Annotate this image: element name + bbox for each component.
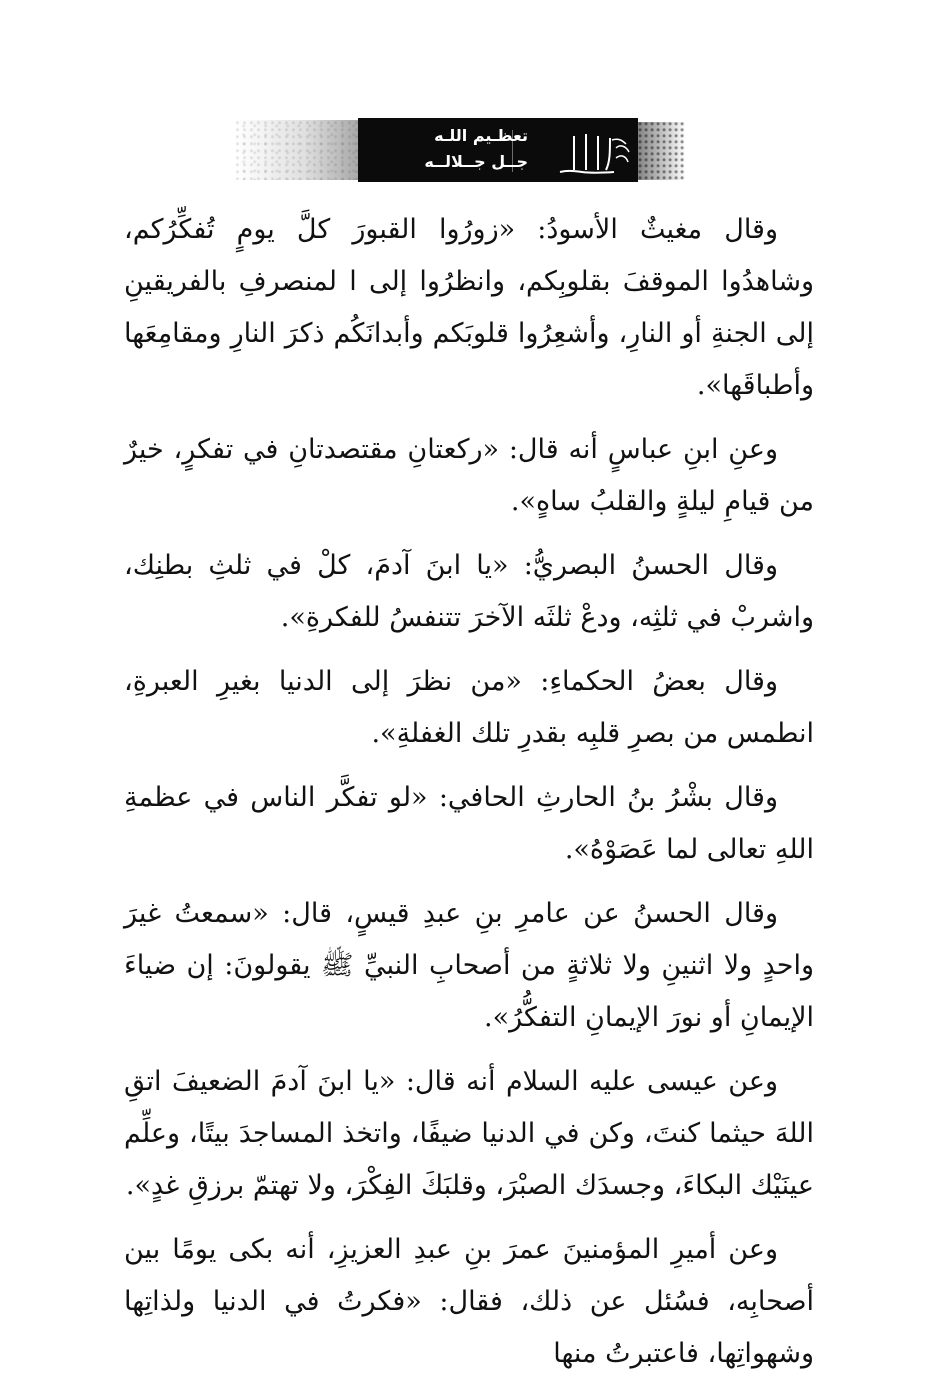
paragraph: وعن عيسى عليه السلام أنه قال: «يا ابنَ آدمَ الضعيفَ اتقِ اللهَ حيثما كنتَ، وكن في الدنيا ضيفًا، واتخذ المساجدَ بيتًا، وعلِّم عينَيْك البكاءَ، وجسدَك الصبْرَ، وقلبَكَ الفِكْرَ، ولا تهتمّ برزقِ غدٍ». <box>124 1066 814 1201</box>
paragraph: وقال بشْرُ بنُ الحارثِ الحافي: «لو تفكَّر الناس في عظمةِ اللهِ تعالى لما عَصَوْهُ». <box>124 782 814 865</box>
paragraph: وقال الحسنُ عن عامرِ بنِ عبدِ قيسٍ، قال: «سمعتُ غيرَ واحدٍ ولا اثنينِ ولا ثلاثةٍ من أصحابِ النبيِّ ﷺ يقولونَ: إن ضياءَ الإيمانِ أو نورَ الإيمانِ التفكُّرُ». <box>124 898 814 1033</box>
paragraph: وقال بعضُ الحكماءِ: «من نظرَ إلى الدنيا بغيرِ العبرةِ، انطمس من بصرِ قلبِه بقدرِ تلك الغفلةِ». <box>124 666 814 749</box>
allah-calligraphy-icon <box>552 124 636 182</box>
paragraph: وعن أميرِ المؤمنينَ عمرَ بنِ عبدِ العزيزِ، أنه بكى يومًا بين أصحابِه، فسُئل عن ذلك، فقال: «فكرتُ في الدنيا ولذاتِها وشهواتِها، فاعتبرتُ منها <box>124 1234 814 1369</box>
paragraph: وعنِ ابنِ عباسٍ أنه قال: «ركعتانِ مقتصدتانِ في تفكرٍ، خيرٌ من قيامِ ليلةٍ والقلبُ ساهٍ». <box>124 434 814 517</box>
chapter-header-banner <box>236 112 686 184</box>
page-body-text <box>124 204 814 1380</box>
chapter-title-line-1: تعظـيم اللـه <box>434 126 528 145</box>
banner-texture-right <box>638 122 686 180</box>
paragraph: وقال الحسنُ البصريُّ: «يا ابنَ آدمَ، كلْ في ثلثِ بطنِك، واشربْ في ثلثِه، ودعْ ثلثَه الآخرَ تتنفسُ للفكرةِ». <box>124 550 814 633</box>
chapter-title-line-2: جــل جــلالــه <box>424 152 528 171</box>
paragraph: وقال مغيثٌ الأسودُ: «زورُوا القبورَ كلَّ يومٍ تُفكِّرُكم، وشاهدُوا الموقفَ بقلوبِكم، وانظرُوا إلى ا لمنصرفِ بالفريقينِ إلى الجنةِ أو النارِ، وأشعِرُوا قلوبَكم وأبدانَكُم ذكرَ النارِ ومقامِعَها وأطباقَها». <box>124 214 814 401</box>
banner-texture-left <box>236 120 358 180</box>
